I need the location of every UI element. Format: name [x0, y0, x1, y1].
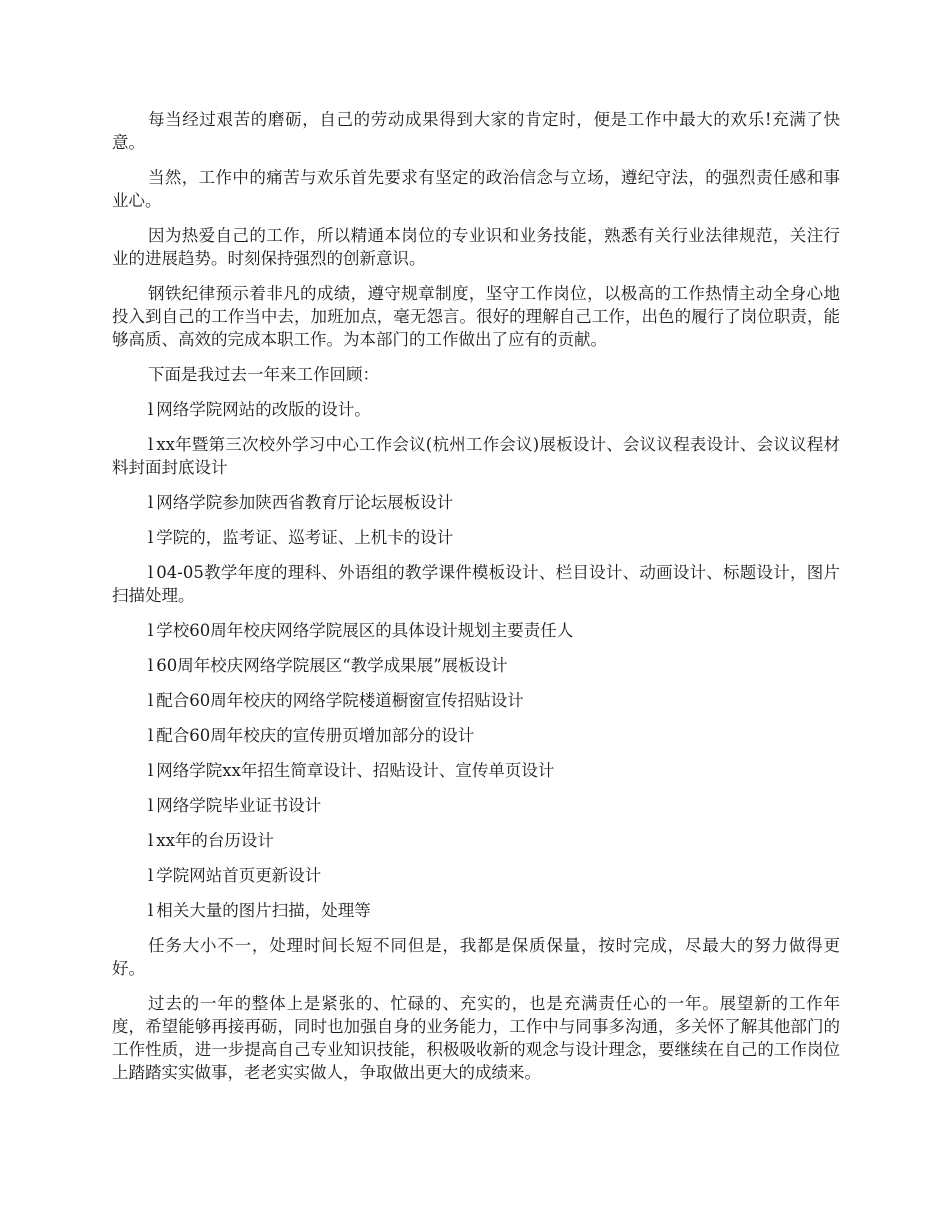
list-item: [112, 491, 840, 514]
list-item: [112, 759, 840, 782]
bullet-marker: l: [148, 656, 154, 675]
list-item-text: 网络学院参加陕西省教育厅论坛展板设计: [156, 493, 454, 512]
list-item: [112, 654, 840, 677]
list-item: [112, 561, 840, 607]
list-item: [112, 619, 840, 642]
list-item-text: xx年暨第三次校外学习中心工作会议(杭州工作会议)展板设计、会议议程表设计、会议议程材料封面封底设计: [112, 435, 840, 477]
bullet-marker: l: [148, 528, 154, 547]
list-item-text: xx年的台历设计: [156, 831, 274, 850]
work-list: [112, 398, 840, 922]
bullet-marker: l: [148, 866, 154, 885]
bullet-marker: l: [148, 901, 154, 920]
list-item-text: 04-05教学年度的理科、外语组的教学课件模板设计、栏目设计、动画设计、标题设计，图片扫描处理。: [112, 563, 840, 605]
intro-paragraph: 钢铁纪律预示着非凡的成绩，遵守规章制度，坚守工作岗位，以极高的工作热情主动全身心地投入到自己的工作当中去，加班加点，毫无怨言。很好的理解自己工作，出色的履行了岗位职责，能够高质、高效的完成本职工作。为本部门的工作做出了应有的贡献。: [112, 284, 840, 349]
list-item-text: 学院的，监考证、巡考证、上机卡的设计: [156, 528, 454, 547]
bullet-marker: l: [148, 435, 154, 454]
list-item-text: 学校60周年校庆网络学院展区的具体设计规划主要责任人: [156, 621, 574, 640]
bullet-marker: l: [148, 691, 154, 710]
list-item: [112, 526, 840, 549]
list-item-text: 配合60周年校庆的宣传册页增加部分的设计: [156, 726, 475, 745]
closing-paragraph: 任务大小不一，处理时间长短不同但是，我都是保质保量，按时完成，尽最大的努力做得更好。: [112, 936, 840, 978]
list-item-text: 相关大量的图片扫描，处理等: [156, 901, 371, 920]
list-item: [112, 864, 840, 887]
list-item: [112, 899, 840, 922]
list-intro: 下面是我过去一年来工作回顾：: [148, 365, 379, 384]
list-item: [112, 794, 840, 817]
list-item: [112, 398, 840, 421]
intro-paragraph: 每当经过艰苦的磨砺，自己的劳动成果得到大家的肯定时，便是工作中最大的欢乐!充满了快意。: [112, 110, 840, 152]
list-item: [112, 829, 840, 852]
bullet-marker: l: [148, 831, 154, 850]
bullet-marker: l: [148, 761, 154, 780]
bullet-marker: l: [148, 563, 154, 582]
bullet-marker: l: [148, 621, 154, 640]
list-item-text: 配合60周年校庆的网络学院楼道橱窗宣传招贴设计: [156, 691, 524, 710]
document-body: [112, 108, 840, 1096]
closing-paragraph: 过去的一年的整体上是紧张的、忙碌的、充实的，也是充满责任心的一年。展望新的工作年度，希望能够再接再砺，同时也加强自身的业务能力，工作中与同事多沟通，多关怀了解其他部门的工作性质，进一步提高自己专业知识技能，积极吸收新的观念与设计理念，要继续在自己的工作岗位上踏踏实实做事，老老实实做人，争取做出更大的成绩来。: [112, 994, 840, 1082]
list-item-text: 学院网站首页更新设计: [156, 866, 322, 885]
list-item: [112, 724, 840, 747]
bullet-marker: l: [148, 493, 154, 512]
list-item-text: 60周年校庆网络学院展区“教学成果展”展板设计: [156, 656, 508, 675]
bullet-marker: l: [148, 726, 154, 745]
bullet-marker: l: [148, 796, 154, 815]
list-item-text: 网络学院网站的改版的设计。: [156, 400, 371, 419]
bullet-marker: l: [148, 400, 154, 419]
list-item: [112, 433, 840, 479]
list-item-text: 网络学院xx年招生简章设计、招贴设计、宣传单页设计: [156, 761, 555, 780]
intro-paragraph: 当然，工作中的痛苦与欢乐首先要求有坚定的政治信念与立场，遵纪守法，的强烈责任感和事业心。: [112, 168, 840, 210]
list-item-text: 网络学院毕业证书设计: [156, 796, 322, 815]
intro-paragraph: 因为热爱自己的工作，所以精通本岗位的专业识和业务技能，熟悉有关行业法律规范，关注行业的进展趋势。时刻保持强烈的创新意识。: [112, 226, 840, 268]
list-item: [112, 689, 840, 712]
